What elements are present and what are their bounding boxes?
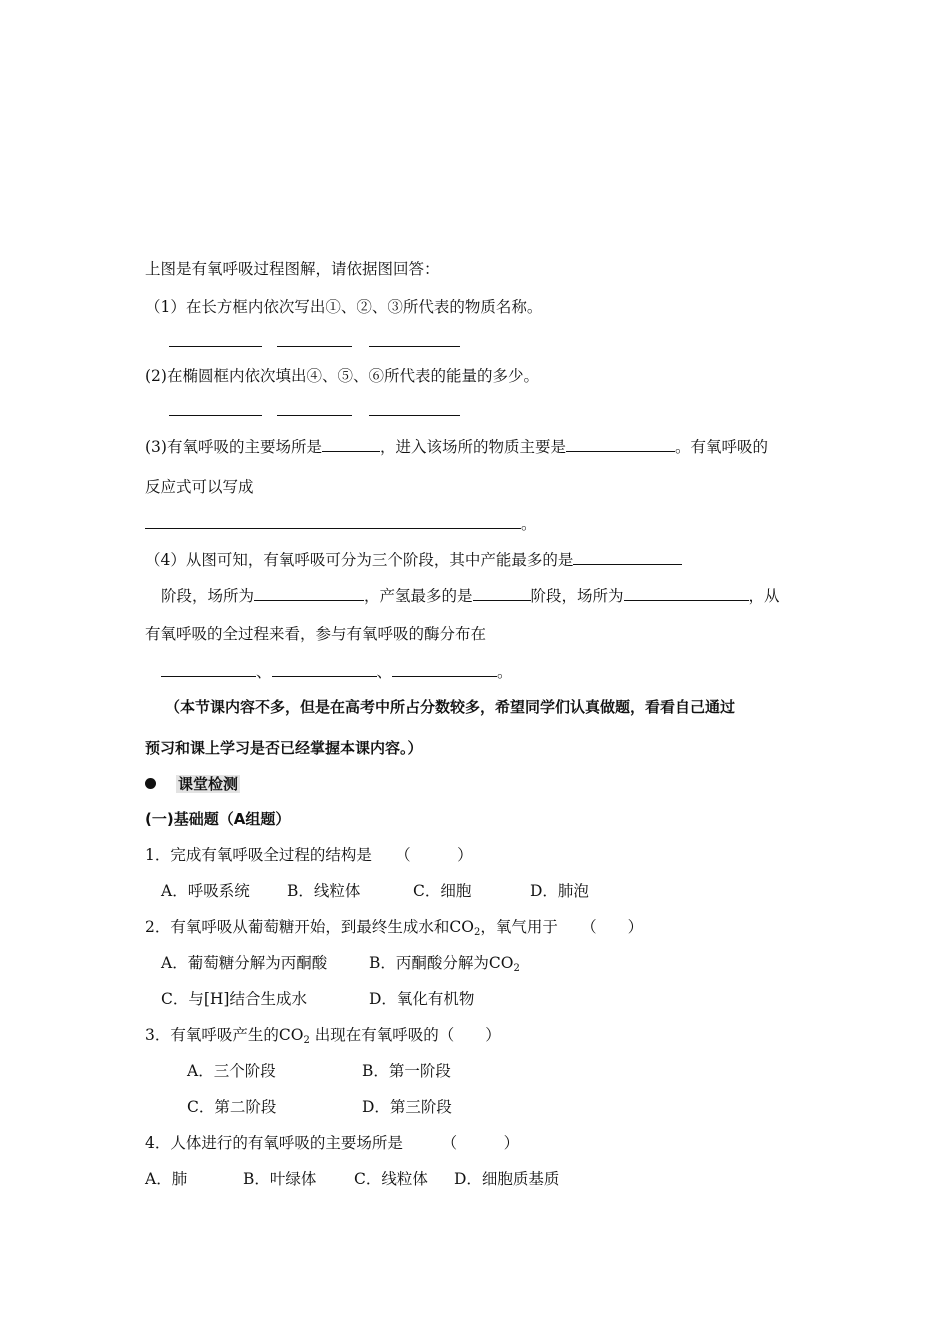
bullet-icon	[145, 778, 156, 789]
q4-blank-enzyme-1[interactable]	[161, 660, 256, 677]
question-1: （1）在长方框内依次写出①、②、③所代表的物质名称。	[145, 298, 543, 316]
mc3-stem-subscript: 2	[303, 1035, 310, 1046]
q1-answer-blanks	[169, 330, 460, 353]
mc2-option-c[interactable]: C．与[H]结合生成水	[161, 990, 307, 1008]
mc1-option-a[interactable]: A．呼吸系统	[161, 882, 250, 900]
q1-blank-3[interactable]	[369, 330, 460, 347]
q4-blank-site-1[interactable]	[254, 584, 364, 601]
q2-blank-2[interactable]	[277, 399, 352, 416]
mc2-stem-text: 2．有氧呼吸从葡萄糖开始，到最终生成水和CO	[145, 918, 474, 936]
mc2-options-row-2	[161, 988, 474, 1010]
q4-line-2	[161, 584, 780, 607]
note-line-2: 预习和课上学习是否已经掌握本课内容。）	[145, 739, 423, 757]
q3-blank-site[interactable]	[322, 435, 380, 452]
mc4-stem: 4．人体进行的有氧呼吸的主要场所是 （ ）	[145, 1134, 520, 1152]
mc2-stem-text-2: ，氧气用于 （ ）	[480, 918, 644, 936]
q4-end: 。	[497, 663, 513, 681]
q4-text-2b: ，产氢最多的是	[364, 587, 473, 605]
q1-blank-2[interactable]	[277, 330, 352, 347]
intro-text: 上图是有氧呼吸过程图解，请依据图回答：	[145, 260, 440, 278]
q4-sep-1: 、	[256, 663, 272, 681]
mc3-options-row-1	[187, 1060, 451, 1082]
q3-text-3: 。有氧呼吸的	[674, 438, 768, 456]
mc1-option-b[interactable]: B．线粒体	[287, 882, 361, 900]
q1-blank-1[interactable]	[169, 330, 262, 347]
mc3-stem-text: 3．有氧呼吸产生的CO	[145, 1026, 304, 1044]
mc2-stem	[145, 916, 643, 944]
question-3	[145, 435, 768, 458]
section-title: 课堂检测	[178, 775, 239, 793]
mc4-option-a[interactable]: A．肺	[145, 1170, 188, 1188]
q3-text-1: (3)有氧呼吸的主要场所是	[145, 438, 322, 456]
q4-blank-enzyme-3[interactable]	[392, 660, 497, 677]
note-line-1: （本节课内容不多，但是在高考中所占分数较多，希望同学们认真做题，看看自己通过	[165, 698, 736, 716]
mc2-option-b[interactable]	[369, 952, 520, 980]
mc2-stem-subscript: 2	[473, 927, 481, 938]
q2-blank-1[interactable]	[169, 399, 262, 416]
mc4-options	[145, 1168, 559, 1190]
q4-line-3: 有氧呼吸的全过程来看，参与有氧呼吸的酶分布在	[145, 625, 487, 643]
q2-answer-blanks	[169, 399, 460, 422]
q4-text-2d: ，从	[748, 587, 780, 605]
question-4	[145, 548, 682, 571]
q4-text-1: （4）从图可知，有氧呼吸可分为三个阶段，其中产能最多的是	[145, 551, 574, 569]
mc4-option-c[interactable]: C．线粒体	[354, 1170, 428, 1188]
q3-end: 。	[521, 515, 537, 533]
q3-line-2: 反应式可以写成	[145, 478, 254, 496]
mc2-option-d[interactable]: D．氧化有机物	[369, 990, 475, 1008]
q4-blank-hydrogen-stage[interactable]	[473, 584, 531, 601]
mc3-option-a[interactable]: A．三个阶段	[187, 1062, 276, 1080]
group-heading: (一)基础题（A组题）	[145, 810, 291, 828]
question-2: (2)在椭圆框内依次填出④、⑤、⑥所代表的能量的多少。	[145, 367, 539, 385]
q4-enzyme-blanks	[161, 660, 513, 683]
mc1-options	[161, 880, 589, 902]
mc3-option-c[interactable]: C．第二阶段	[187, 1098, 277, 1116]
mc1-option-c[interactable]: C．细胞	[413, 882, 472, 900]
q4-text-2c: 阶段，场所为	[530, 587, 624, 605]
mc3-options-row-2	[187, 1096, 452, 1118]
mc3-option-d[interactable]: D．第三阶段	[362, 1098, 452, 1116]
mc2-option-b-text: B．丙酮酸分解为CO	[369, 954, 514, 972]
mc2-option-a[interactable]: A．葡萄糖分解为丙酮酸	[161, 954, 328, 972]
mc1-stem: 1．完成有氧呼吸全过程的结构是 （ ）	[145, 846, 473, 864]
mc2-options-row-1	[161, 952, 520, 980]
q4-blank-energy-stage[interactable]	[573, 548, 682, 565]
q3-text-2: ，进入该场所的物质主要是	[379, 438, 566, 456]
q4-sep-2: 、	[376, 663, 393, 681]
mc4-option-d[interactable]: D．细胞质基质	[454, 1170, 560, 1188]
q4-blank-site-2[interactable]	[624, 584, 749, 601]
q3-blank-equation[interactable]	[145, 512, 521, 529]
q2-blank-3[interactable]	[369, 399, 460, 416]
q4-text-2a: 阶段，场所为	[161, 587, 255, 605]
mc3-stem-text-2: 出现在有氧呼吸的（ ）	[309, 1026, 501, 1044]
section-heading	[145, 773, 240, 795]
q3-equation-line	[145, 512, 537, 535]
mc3-stem	[145, 1024, 501, 1052]
mc4-option-b[interactable]: B．叶绿体	[243, 1170, 317, 1188]
mc2-option-b-subscript: 2	[513, 963, 520, 974]
mc1-option-d[interactable]: D．肺泡	[530, 882, 589, 900]
q3-blank-substance[interactable]	[566, 435, 675, 452]
mc3-option-b[interactable]: B．第一阶段	[362, 1062, 451, 1080]
q4-blank-enzyme-2[interactable]	[272, 660, 377, 677]
